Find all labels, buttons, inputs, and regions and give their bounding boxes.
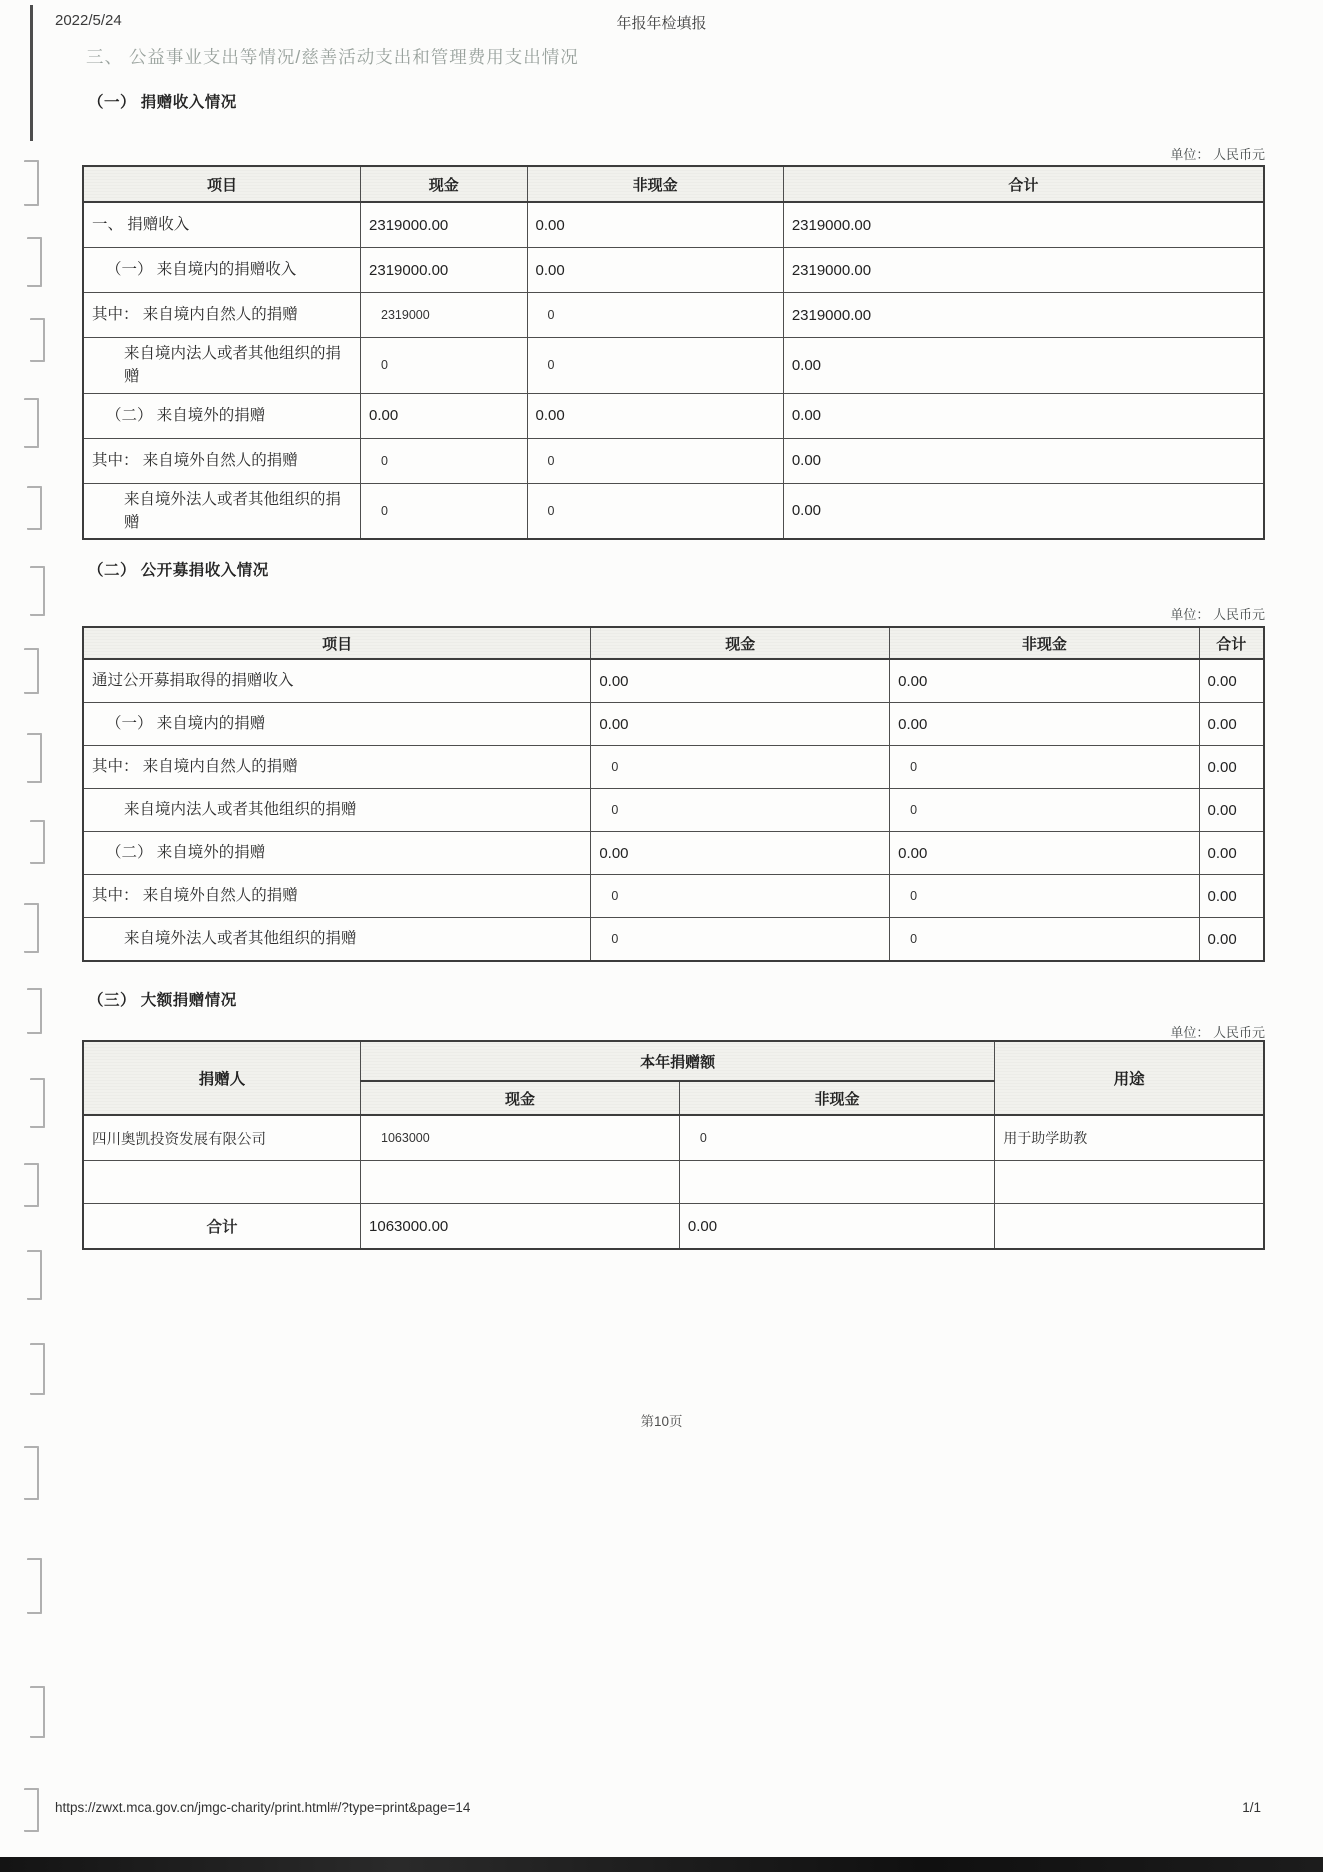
table-row [83, 918, 1264, 962]
row-noncash-value: 0.00 [890, 703, 1199, 746]
section-title-major-donations: （三） 大额捐赠情况 [88, 992, 237, 1009]
scan-hole-mark [30, 318, 45, 362]
col-header-total: 合计 [783, 166, 1264, 202]
row-noncash-value: 0 [679, 1115, 994, 1161]
table-row [83, 293, 1264, 338]
scan-hole-mark [27, 237, 42, 287]
col-header-item: 项目 [83, 166, 361, 202]
row-item-label: （一） 来自境内的捐赠 [83, 703, 591, 746]
table-row [83, 393, 1264, 438]
row-cash-value: 0.00 [361, 393, 528, 438]
col-header-noncash: 非现金 [527, 166, 783, 202]
row-noncash-value: 0 [890, 746, 1199, 789]
row-noncash-value: 0.00 [527, 202, 783, 248]
table-row [83, 789, 1264, 832]
row-total-value: 0.00 [1199, 659, 1264, 703]
row-cash-value: 1063000 [361, 1115, 680, 1161]
row-item-label: （二） 来自境外的捐赠 [83, 393, 361, 438]
major-donations-table [82, 1040, 1265, 1250]
section-title-public-fundraising: （二） 公开募捐收入情况 [88, 562, 269, 579]
row-total-value: 0.00 [1199, 832, 1264, 875]
scan-hole-mark [30, 1343, 45, 1395]
row-noncash-value: 0 [527, 293, 783, 338]
row-item-label: 来自境内法人或者其他组织的捐赠 [83, 338, 361, 394]
row-item-label: 其中： 来自境内自然人的捐赠 [83, 293, 361, 338]
row-cash-value [361, 1161, 680, 1204]
row-noncash-value: 0.00 [890, 832, 1199, 875]
scan-hole-mark [24, 160, 39, 206]
row-cash-value: 0 [591, 875, 890, 918]
row-cash-value: 0.00 [591, 659, 890, 703]
row-item-label: 其中： 来自境外自然人的捐赠 [83, 438, 361, 483]
row-noncash-value: 0.00 [527, 248, 783, 293]
scan-hole-mark [24, 1163, 39, 1207]
table-row [83, 832, 1264, 875]
row-item-label: 通过公开募捐取得的捐赠收入 [83, 659, 591, 703]
row-donor-name: 四川奥凯投资发展有限公司 [83, 1115, 361, 1161]
row-cash-value: 0.00 [591, 703, 890, 746]
col-header-donor: 捐赠人 [83, 1041, 361, 1115]
print-date: 2022/5/24 [55, 12, 122, 29]
table-row [83, 438, 1264, 483]
total-label: 合计 [83, 1204, 361, 1250]
col-header-total: 合计 [1199, 627, 1264, 659]
col-header-cash: 现金 [361, 166, 528, 202]
row-cash-value: 2319000 [361, 293, 528, 338]
row-total-value: 0.00 [1199, 918, 1264, 962]
row-item-label: 来自境内法人或者其他组织的捐赠 [83, 789, 591, 832]
table-row [83, 1115, 1264, 1161]
col-header-cash: 现金 [591, 627, 890, 659]
row-cash-value: 0 [361, 438, 528, 483]
col-header-item: 项目 [83, 627, 591, 659]
total-noncash-value: 0.00 [679, 1204, 994, 1250]
page-number: 第10页 [640, 1414, 683, 1429]
unit-label: 单位： 人民币元 [1170, 147, 1265, 162]
row-noncash-value: 0 [527, 483, 783, 539]
scan-hole-mark [24, 903, 39, 953]
row-noncash-value: 0.00 [890, 659, 1199, 703]
table-row [83, 483, 1264, 539]
table-row [83, 338, 1264, 394]
footer-page-indicator: 1/1 [1242, 1800, 1261, 1815]
table-row [83, 202, 1264, 248]
scan-hole-mark [24, 398, 39, 448]
row-item-label: 其中： 来自境内自然人的捐赠 [83, 746, 591, 789]
table-row [83, 875, 1264, 918]
row-item-label: 来自境外法人或者其他组织的捐赠 [83, 483, 361, 539]
row-total-value: 0.00 [783, 483, 1264, 539]
row-total-value: 0.00 [783, 393, 1264, 438]
row-total-value: 2319000.00 [783, 202, 1264, 248]
table-header-row [83, 166, 1264, 202]
row-noncash-value: 0 [890, 789, 1199, 832]
donation-income-table [82, 165, 1265, 540]
scan-hole-mark [30, 820, 45, 864]
table-row [83, 703, 1264, 746]
scan-hole-mark [30, 1686, 45, 1738]
row-total-value: 2319000.00 [783, 248, 1264, 293]
section-title-donation-income: （一） 捐赠收入情况 [88, 94, 237, 111]
row-donor-name [83, 1161, 361, 1204]
row-total-value: 0.00 [1199, 746, 1264, 789]
table-total-row [83, 1204, 1264, 1250]
row-purpose [995, 1161, 1264, 1204]
col-header-noncash: 非现金 [890, 627, 1199, 659]
row-noncash-value [679, 1161, 994, 1204]
row-total-value: 0.00 [783, 438, 1264, 483]
table-header-row [83, 627, 1264, 659]
row-cash-value: 0 [361, 338, 528, 394]
row-total-value: 0.00 [783, 338, 1264, 394]
scan-hole-mark [30, 566, 45, 616]
table-row [83, 746, 1264, 789]
row-item-label: 其中： 来自境外自然人的捐赠 [83, 875, 591, 918]
row-noncash-value: 0 [890, 918, 1199, 962]
total-purpose [995, 1204, 1264, 1250]
unit-label: 单位： 人民币元 [1170, 1025, 1265, 1040]
table-header-row [83, 1041, 1264, 1081]
table-row [83, 1161, 1264, 1204]
scan-hole-mark [24, 648, 39, 694]
scan-hole-mark [27, 988, 42, 1034]
col-header-purpose: 用途 [995, 1041, 1264, 1115]
row-cash-value: 0 [591, 746, 890, 789]
row-purpose: 用于助学助教 [995, 1115, 1264, 1161]
table-row [83, 659, 1264, 703]
row-noncash-value: 0 [527, 438, 783, 483]
row-item-label: 来自境外法人或者其他组织的捐赠 [83, 918, 591, 962]
scan-hole-mark [30, 1078, 45, 1128]
scan-hole-mark [24, 1446, 39, 1500]
row-cash-value: 0 [591, 918, 890, 962]
scan-bottom-bar [0, 1857, 1323, 1872]
footer-url: https://zwxt.mca.gov.cn/jmgc-charity/print.html#/?type=print&page=14 [55, 1800, 471, 1815]
row-item-label: （二） 来自境外的捐赠 [83, 832, 591, 875]
row-item-label: （一） 来自境内的捐赠收入 [83, 248, 361, 293]
col-header-noncash: 非现金 [679, 1081, 994, 1115]
col-header-cash: 现金 [361, 1081, 680, 1115]
row-item-label: 一、 捐赠收入 [83, 202, 361, 248]
main-heading: 三、 公益事业支出等情况/慈善活动支出和管理费用支出情况 [86, 47, 579, 67]
row-cash-value: 0 [591, 789, 890, 832]
public-fundraising-table [82, 626, 1265, 962]
row-cash-value: 2319000.00 [361, 202, 528, 248]
doc-title: 年报年检填报 [616, 15, 707, 32]
row-cash-value: 2319000.00 [361, 248, 528, 293]
scan-hole-mark [24, 1788, 39, 1832]
scan-hole-mark [27, 733, 42, 783]
scan-hole-mark [27, 1558, 42, 1614]
table-row [83, 248, 1264, 293]
total-cash-value: 1063000.00 [361, 1204, 680, 1250]
row-cash-value: 0 [361, 483, 528, 539]
row-total-value: 0.00 [1199, 703, 1264, 746]
row-total-value: 0.00 [1199, 789, 1264, 832]
unit-label: 单位： 人民币元 [1170, 607, 1265, 622]
scan-hole-mark [27, 486, 42, 530]
row-noncash-value: 0.00 [527, 393, 783, 438]
row-noncash-value: 0 [527, 338, 783, 394]
scan-hole-mark [27, 1250, 42, 1300]
col-header-year-amount: 本年捐赠额 [361, 1041, 995, 1081]
row-noncash-value: 0 [890, 875, 1199, 918]
row-total-value: 0.00 [1199, 875, 1264, 918]
row-total-value: 2319000.00 [783, 293, 1264, 338]
row-cash-value: 0.00 [591, 832, 890, 875]
